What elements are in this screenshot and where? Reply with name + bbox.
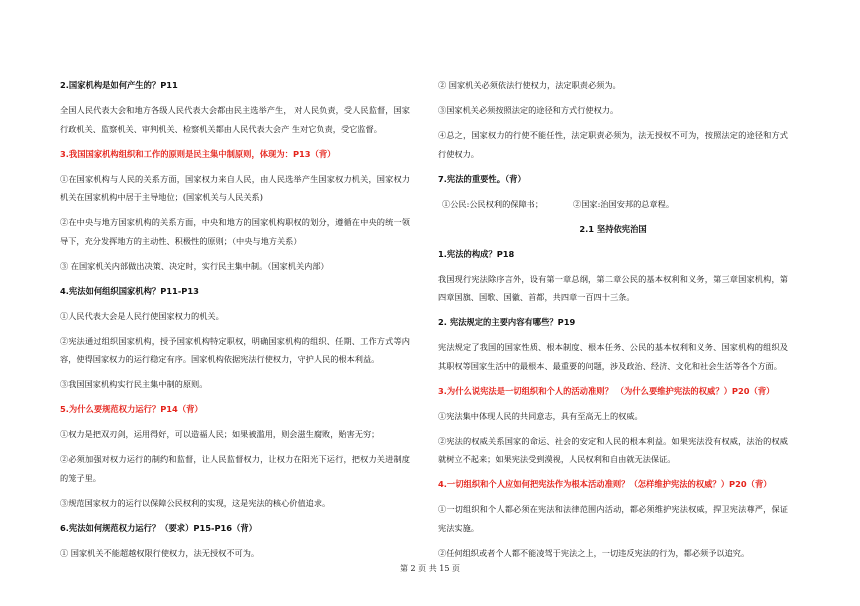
question-3-heading: 3.我国国家机构组织和工作的原则是民主集中制原则，体现为：P13（背）: [60, 148, 336, 159]
section-question-4-point-1: ①一切组织和个人都必须在宪法和法律范围内活动，都必须维护宪法权威，捍卫宪法尊严，保证宪法实施。: [438, 504, 788, 533]
section-question-3-heading: 3.为什么说宪法是一切组织和个人的活动准则？ （为什么要维护宪法的权威？）P20（背）: [438, 385, 775, 396]
question-4-heading: 4.宪法如何组织国家机构？P11-P13: [60, 285, 199, 296]
left-column: [60, 76, 410, 569]
question-5-point-3: ③规范国家权力的运行以保障公民权利的实现，这是宪法的核心价值追求。: [60, 497, 331, 508]
question-4-point-2: ②宪法通过组织国家机构，授予国家机构特定职权，明确国家机构的组织、任期、工作方式等内容，使得国家权力的运行稳定有序。国家机构依据宪法行使权力，守护人民的根本利益。: [60, 335, 410, 364]
section-question-1-answer: 我国现行宪法除序言外，设有第一章总纲，第二章公民的基本权利和义务，第三章国家机构，第四章国旗、国歌、国徽、首都，共四章一百四十三条。: [438, 273, 788, 302]
right-column: [438, 76, 788, 569]
question-6-point-1: ① 国家机关不能超越权限行使权力，法无授权不可为。: [60, 547, 260, 558]
question-2-heading: 2.国家机构是如何产生的？P11: [60, 80, 178, 90]
question-7-heading: 7.宪法的重要性。（背）: [438, 173, 526, 184]
page-number: 第 2 页 共 15 页: [400, 564, 460, 573]
section-title: 2.1 坚持依宪治国: [579, 223, 647, 234]
question-4-point-1: ①人民代表大会是人民行使国家权力的机关。: [60, 310, 224, 321]
question-3-point-1: ①在国家机构与人民的关系方面，国家权力来自人民，由人民选举产生国家权力机关，国家权力机关在国家机构中居于主导地位；(国家机关与人民关系): [60, 173, 410, 202]
question-5-point-2: ②必须加强对权力运行的制约和监督，让人民监督权力，让权力在阳光下运行，把权力关进制度的笼子里。: [60, 454, 410, 483]
question-3-point-2: ②在中央与地方国家机构的关系方面，中央和地方的国家机构职权的划分，遵循在中央的统一领导下，充分发挥地方的主动性、积极性的原则；（中央与地方关系）: [60, 217, 410, 246]
section-question-4-heading: 4.一切组织和个人应如何把宪法作为根本活动准则？（怎样维护宪法的权威？）P20（背）: [438, 479, 772, 489]
question-6-heading: 6.宪法如何规范权力运行？（要求）P15-P16（背）: [60, 522, 257, 533]
question-2-answer: 全国人民代表大会和地方各级人民代表大会都由民主选举产生， 对人民负责，受人民监督，国家行政机关、监察机关、审判机关、检察机关都由人民代表大会产 生对它负责，受它监督。: [60, 105, 410, 134]
question-6-point-4: ④总之，国家权力的行使不能任性，法定职责必须为，法无授权不可为，按照法定的途径和方式行使权力。: [438, 130, 788, 159]
question-6-point-3: ③国家机关必须按照法定的途径和方式行使权力。: [438, 105, 619, 115]
section-question-3-point-1: ①宪法集中体现人民的共同意志，具有至高无上的权威。: [438, 410, 643, 421]
question-6-point-2: ② 国家机关必须依法行使权力，法定职责必须为。: [438, 80, 621, 90]
question-3-point-3: ③ 在国家机关内部做出决策、决定时，实行民主集中制。（国家机关内部）: [60, 260, 329, 271]
section-question-3-point-2: ②宪法的权威关系国家的命运、社会的安定和人民的根本利益。如果宪法没有权威，法治的权威就树立不起来；如果宪法受到漠视，人民权利和自由就无法保证。: [438, 435, 788, 464]
section-question-2-heading: 2. 宪法规定的主要内容有哪些？P19: [438, 317, 576, 327]
section-question-1-heading: 1.宪法的构成？P18: [438, 248, 515, 259]
question-7-items: [438, 195, 788, 214]
question-7-item-state: ②国家:治国安邦的总章程。: [573, 198, 675, 209]
question-7-item-citizen: ①公民:公民权利的保障书；: [442, 198, 544, 209]
section-question-4-point-2: ②任何组织或者个人都不能凌驾于宪法之上，一切违反宪法的行为，都必须予以追究。: [438, 547, 750, 558]
question-5-point-1: ①权力是把双刃剑，运用得好，可以造福人民；如果被滥用，则会滋生腐败，贻害无穷；: [60, 429, 380, 439]
section-question-2-answer: 宪法规定了我国的国家性质、根本制度、根本任务、公民的基本权利和义务、国家机构的组织及其职权等国家生活中的最根本、最重要的问题，涉及政治、经济、文化和社会生活等各个方面。: [438, 342, 788, 371]
question-4-point-3: ③我国国家机构实行民主集中制的原则。: [60, 379, 208, 389]
question-5-heading: 5.为什么要规范权力运行？P14（背）: [60, 404, 203, 414]
